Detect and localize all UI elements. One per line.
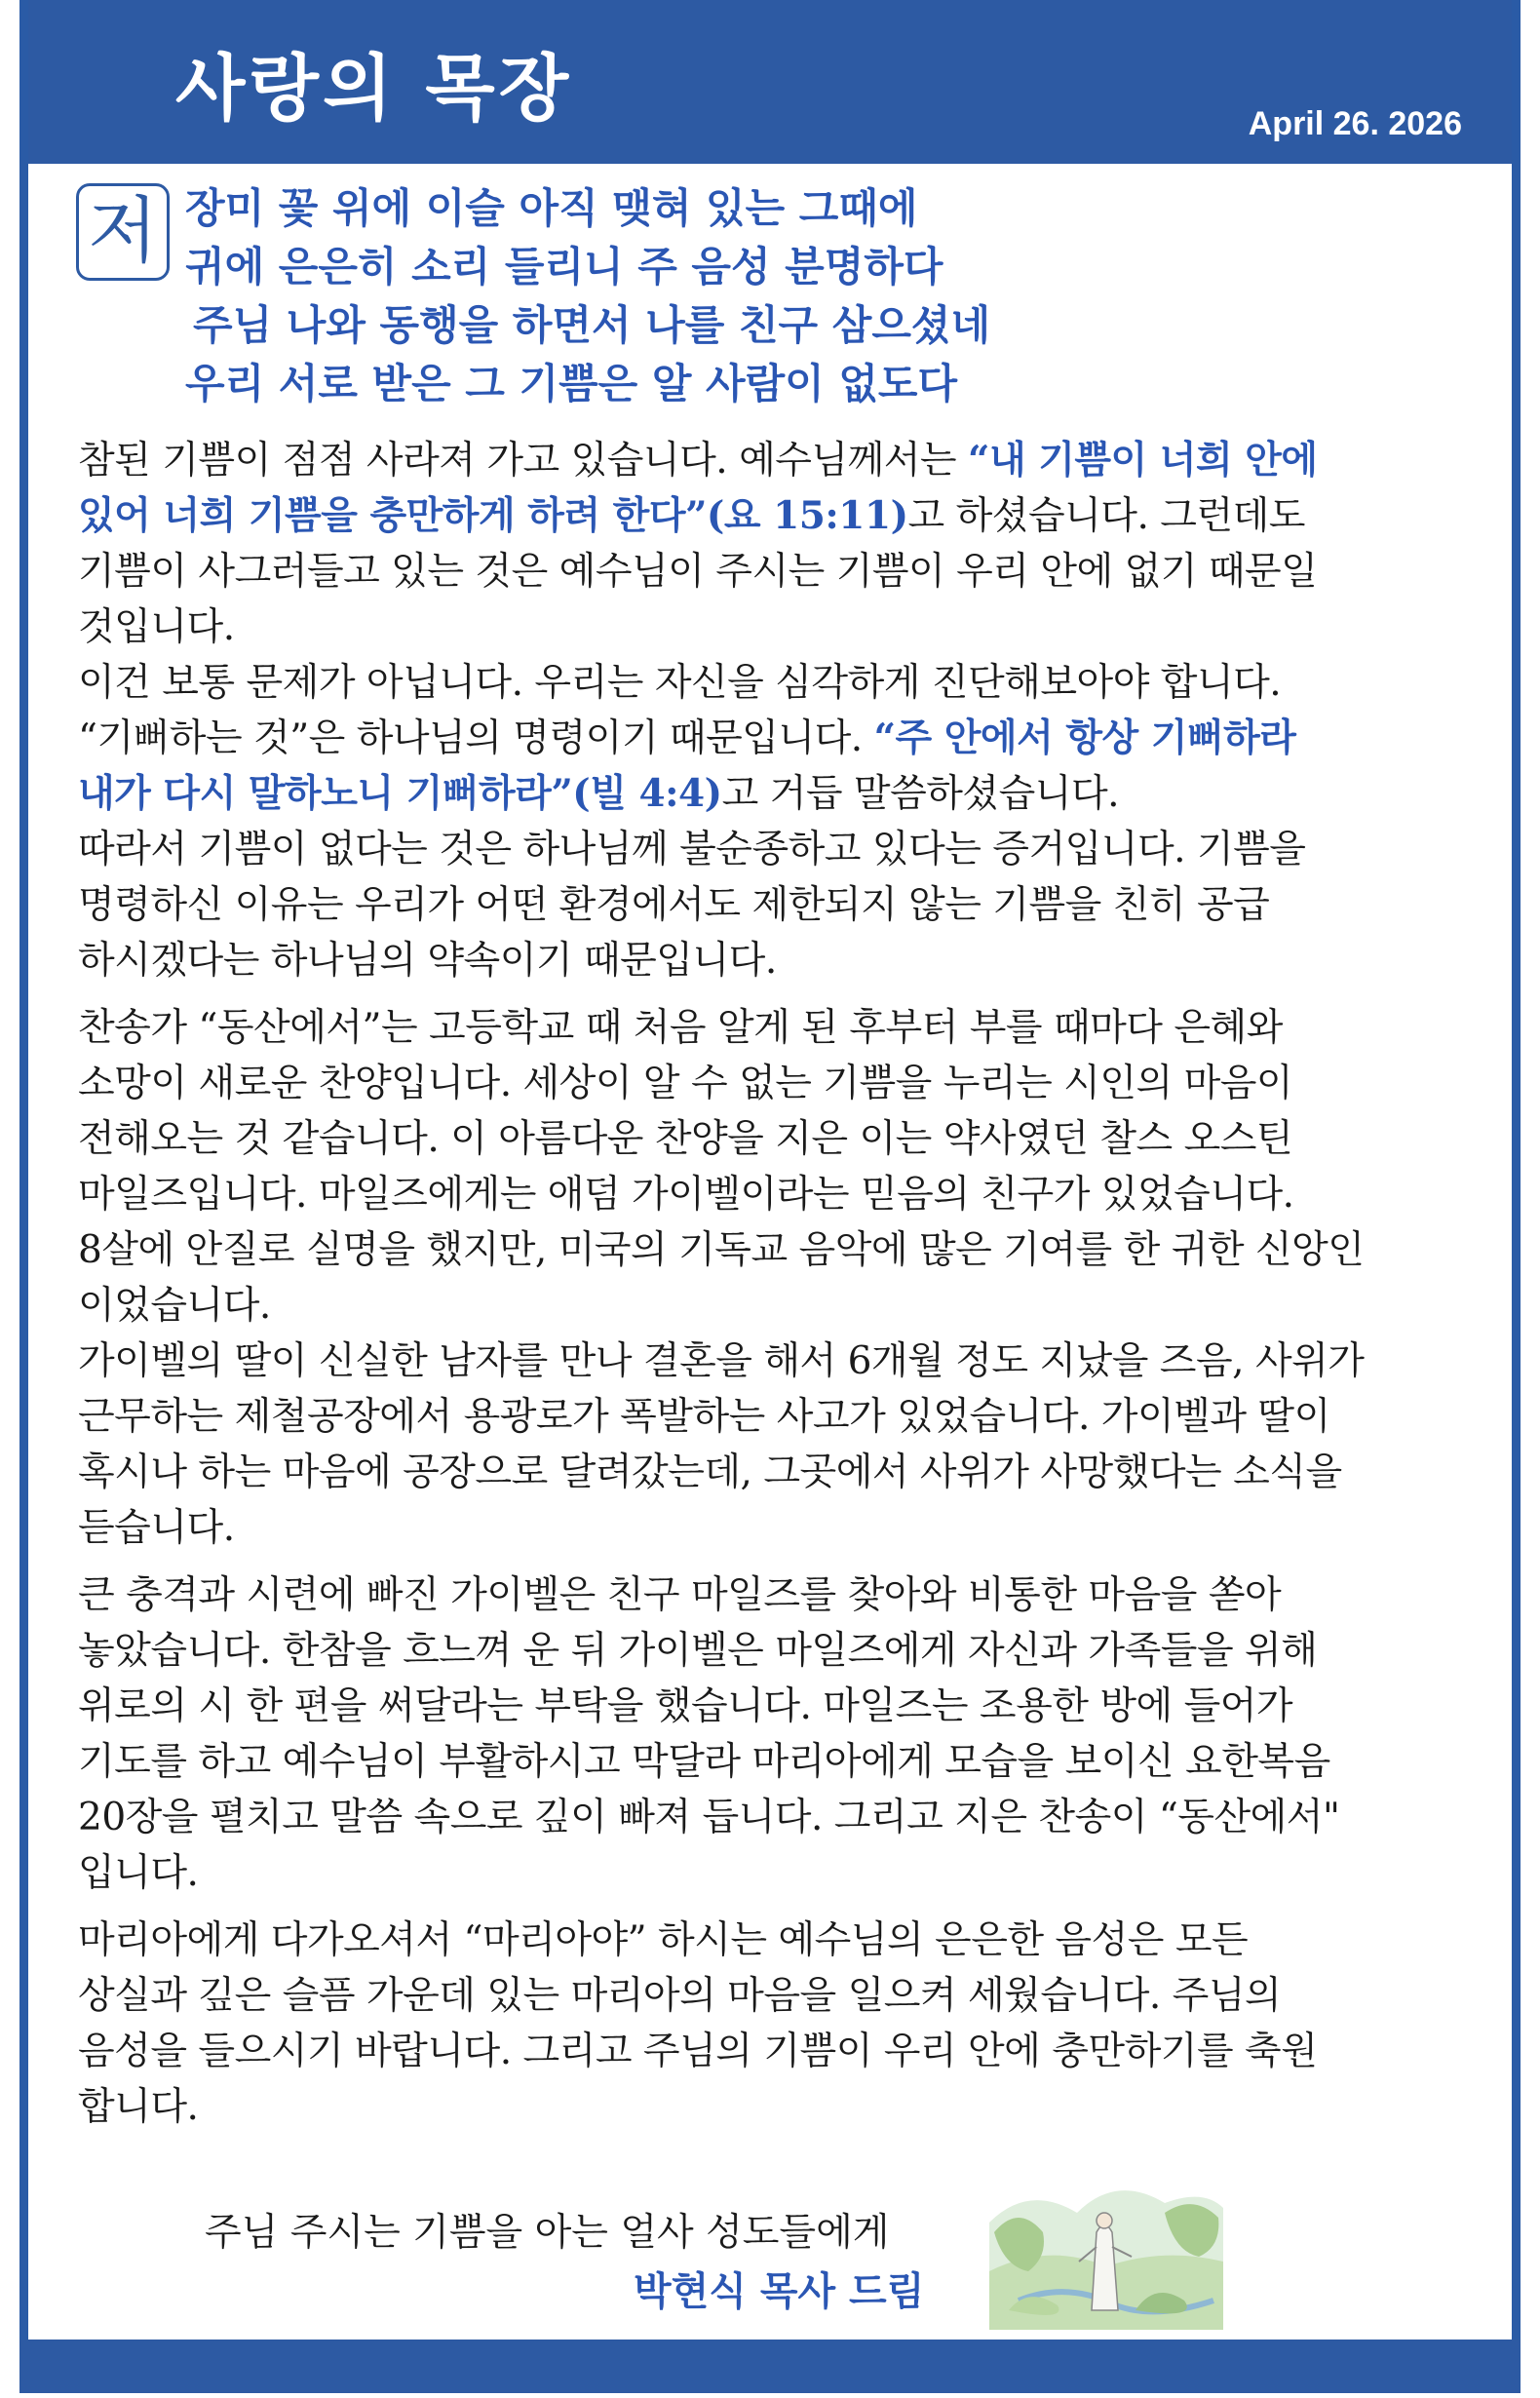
text-line: 근무하는 제철공장에서 용광로가 폭발하는 사고가 있었습니다. 가이벨과 딸이 bbox=[78, 1395, 1330, 1439]
paragraph bbox=[78, 1913, 1482, 2135]
text-line: 기쁨이 사그러들고 있는 것은 예수님이 주시는 기쁨이 우리 안에 없기 때문일 bbox=[78, 550, 1318, 594]
text-line: 8살에 안질로 실명을 했지만, 미국의 기독교 음악에 많은 기여를 한 귀한 신앙인 bbox=[78, 1228, 1365, 1272]
scripture-quote: 내가 다시 말하노니 기뻐하라”(빌 4:4) bbox=[78, 771, 722, 816]
text-line bbox=[78, 766, 1482, 822]
article-body bbox=[78, 433, 1482, 2135]
text-segment: 참된 기쁨이 점점 사라져 가고 있습니다. 예수님께서는 bbox=[78, 439, 969, 483]
text-line bbox=[78, 711, 1482, 766]
issue-date: April 26. 2026 bbox=[1248, 105, 1462, 142]
text-line: 마리아에게 다가오셔서 “마리아야” 하시는 예수님의 은은한 음성은 모든 bbox=[78, 1918, 1249, 1962]
page-title: 사랑의 목장 bbox=[175, 47, 573, 131]
drop-cap: 저 bbox=[76, 183, 170, 281]
text-line: 소망이 새로운 찬양입니다. 세상이 알 수 없는 기쁨을 누리는 시인의 마음이 bbox=[78, 1062, 1293, 1105]
garden-illustration-icon bbox=[989, 2164, 1223, 2330]
scripture-quote: “내 기쁨이 너희 안에 bbox=[968, 438, 1318, 483]
text-segment: 고 하셨습니다. 그런데도 bbox=[907, 494, 1305, 538]
text-line: 전해오는 것 같습니다. 이 아름다운 찬양을 지은 이는 약사였던 찰스 오스틴 bbox=[78, 1117, 1293, 1161]
text-segment: 고 거듭 말씀하셨습니다. bbox=[721, 772, 1120, 816]
text-line: 20장을 펼치고 말씀 속으로 깊이 빠져 듭니다. 그리고 지은 찬송이 “동산에서" bbox=[78, 1796, 1340, 1839]
text-line: 따라서 기쁨이 없다는 것은 하나님께 불순종하고 있다는 증거입니다. 기쁨을 bbox=[78, 828, 1306, 871]
text-line: 하시겠다는 하나님의 약속이기 때문입니다. bbox=[78, 939, 777, 983]
text-line: 위로의 시 한 편을 써달라는 부탁을 했습니다. 마일즈는 조용한 방에 들어가 bbox=[78, 1684, 1293, 1728]
hymn-excerpt bbox=[185, 179, 1452, 413]
text-line: 찬송가 “동산에서”는 고등학교 때 처음 알게 된 후부터 부를 때마다 은혜와 bbox=[78, 1006, 1283, 1050]
footer-bar bbox=[19, 2340, 1521, 2393]
text-line: 명령하신 이유는 우리가 어떤 환경에서도 제한되지 않는 기쁨을 친히 공급 bbox=[78, 883, 1270, 927]
paragraph bbox=[78, 655, 1482, 988]
text-line: 음성을 들으시기 바랍니다. 그리고 주님의 기쁨이 우리 안에 충만하기를 축원 bbox=[78, 2030, 1318, 2073]
hymn-line: 주님 나와 동행을 하면서 나를 친구 삼으셨네 bbox=[193, 301, 991, 349]
text-segment: “기뻐하는 것”은 하나님의 명령이기 때문입니다. bbox=[78, 716, 874, 760]
text-line: 것입니다. bbox=[78, 605, 235, 649]
text-line: 입니다. bbox=[78, 1851, 199, 1895]
text-line: 놓았습니다. 한참을 흐느껴 운 뒤 가이벨은 마일즈에게 자신과 가족들을 위해 bbox=[78, 1629, 1318, 1673]
text-line: 가이벨의 딸이 신실한 남자를 만나 결혼을 해서 6개월 정도 지났을 즈음, 사위가 bbox=[78, 1339, 1365, 1383]
hymn-line: 귀에 은은히 소리 들리니 주 음성 분명하다 bbox=[185, 243, 943, 290]
paragraph bbox=[78, 1567, 1482, 1901]
text-line: 이었습니다. bbox=[78, 1284, 271, 1328]
hymn-line: 장미 꽃 위에 이슬 아직 맺혀 있는 그때에 bbox=[185, 184, 918, 232]
text-line: 큰 충격과 시련에 빠진 가이벨은 친구 마일즈를 찾아와 비통한 마음을 쏟아 bbox=[78, 1573, 1282, 1617]
text-line: 기도를 하고 예수님이 부활하시고 막달라 마리아에게 모습을 보이신 요한복음 bbox=[78, 1740, 1330, 1784]
text-line: 상실과 깊은 슬픔 가운데 있는 마리아의 마음을 일으켜 세웠습니다. 주님의 bbox=[78, 1974, 1282, 2018]
scripture-quote: “주 안에서 항상 기뻐하라 bbox=[873, 716, 1296, 760]
text-line: 혹시나 하는 마음에 공장으로 달려갔는데, 그곳에서 사위가 사망했다는 소식을 bbox=[78, 1450, 1342, 1494]
signature: 박현식 목사 드림 bbox=[634, 2268, 925, 2314]
text-line bbox=[78, 433, 1482, 488]
hymn-line: 우리 서로 받은 그 기쁨은 알 사람이 없도다 bbox=[185, 360, 958, 407]
paragraph bbox=[78, 1000, 1482, 1556]
closing-line: 주님 주시는 기쁨을 아는 얼사 성도들에게 bbox=[205, 2211, 890, 2255]
text-line: 합니다. bbox=[78, 2085, 199, 2129]
scripture-quote: 있어 너희 기쁨을 충만하게 하려 한다”(요 15:11) bbox=[78, 493, 908, 538]
paragraph bbox=[78, 433, 1482, 655]
text-line: 마일즈입니다. 마일즈에게는 애덤 가이벨이라는 믿음의 친구가 있었습니다. bbox=[78, 1173, 1294, 1217]
text-line: 이건 보통 문제가 아닙니다. 우리는 자신을 심각하게 진단해보아야 합니다. bbox=[78, 661, 1282, 705]
text-line bbox=[78, 488, 1482, 544]
text-line: 듣습니다. bbox=[78, 1506, 235, 1550]
